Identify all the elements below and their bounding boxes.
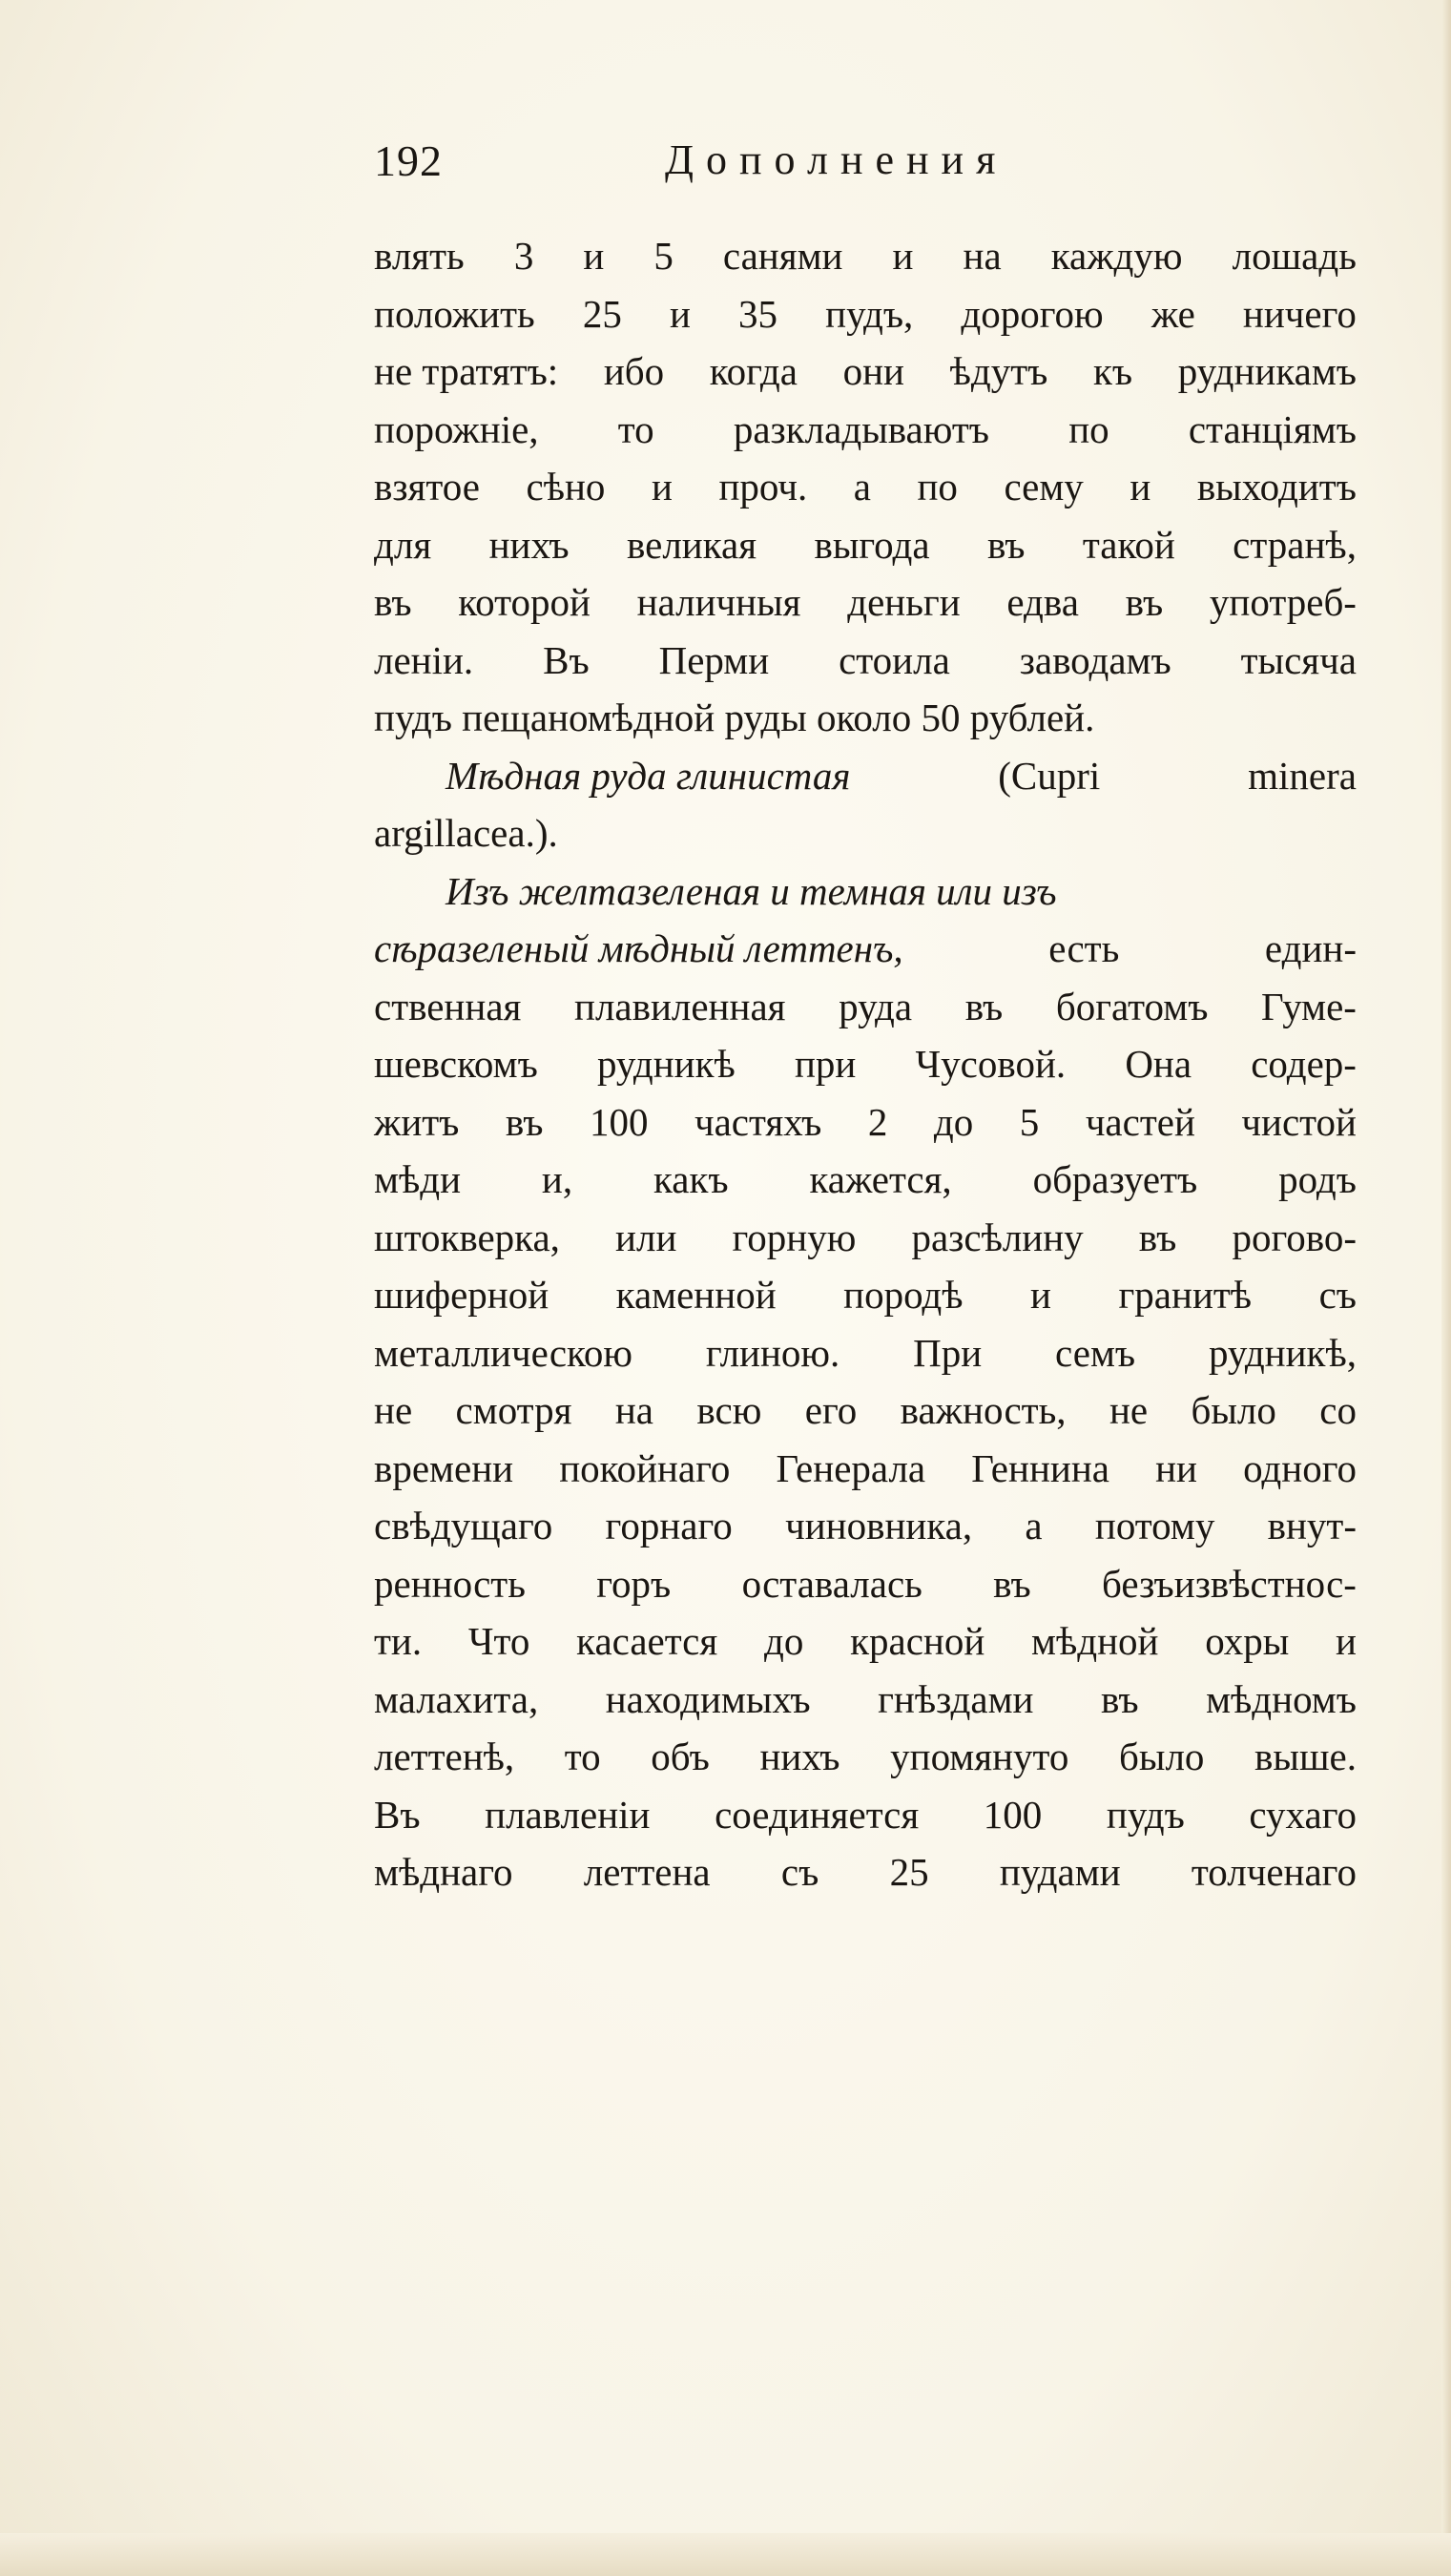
word: покойнаго: [559, 1445, 731, 1490]
word: и: [892, 234, 914, 278]
word: мѣднаго: [374, 1850, 513, 1894]
word: на: [963, 234, 1002, 278]
word: оставалась: [741, 1561, 922, 1606]
word: не тратятъ:: [374, 349, 559, 393]
word: есть: [1048, 926, 1120, 970]
word: малахита,: [374, 1676, 539, 1721]
word: деньги: [847, 580, 961, 624]
word: ственная: [374, 984, 522, 1028]
word: разсѣлину: [911, 1215, 1084, 1259]
word: находимыхъ: [605, 1676, 811, 1721]
word: породѣ: [843, 1273, 964, 1317]
word: когда: [709, 349, 798, 393]
word: смотря: [455, 1388, 572, 1432]
word: наличныя: [636, 580, 801, 624]
word: по: [1068, 406, 1109, 451]
word: и: [651, 465, 673, 509]
word: станціямъ: [1188, 406, 1357, 451]
word: стоила: [839, 637, 950, 682]
word: пудъ,: [825, 291, 914, 336]
word: касается: [576, 1619, 718, 1663]
word: ничего: [1242, 291, 1357, 336]
text-line-paragraph-end: [374, 689, 1357, 747]
word: Изъ желтазеленая и темная или изъ: [446, 868, 1057, 913]
word: Она: [1125, 1042, 1192, 1086]
text-line: [374, 285, 1357, 343]
word: рудникѣ: [596, 1042, 736, 1086]
body-text: [374, 227, 1357, 1901]
word: до: [933, 1099, 974, 1144]
text-line: [374, 1324, 1357, 1382]
word: руды: [724, 696, 807, 739]
word: нихъ: [759, 1735, 840, 1778]
page-number: 192: [374, 136, 443, 185]
section-heading-line: [374, 747, 1357, 805]
word: пудъ: [374, 696, 452, 739]
word: гранитѣ: [1118, 1273, 1253, 1317]
word: 100: [983, 1792, 1043, 1837]
text-line: [374, 1266, 1357, 1324]
word: свѣдущаго: [374, 1504, 553, 1548]
word: санями: [722, 234, 843, 278]
word: житъ: [374, 1099, 460, 1144]
word: и: [1030, 1273, 1051, 1317]
word: мѣдномъ: [1206, 1676, 1357, 1721]
word: порожніе,: [374, 406, 539, 451]
word: рогово-: [1232, 1215, 1357, 1259]
word: лошадь: [1232, 234, 1357, 278]
word: толченаго: [1191, 1850, 1357, 1894]
text-line: [374, 632, 1357, 690]
word: [911, 689, 921, 747]
word: ти.: [374, 1619, 423, 1663]
word: тысяча: [1240, 637, 1357, 682]
word: заводамъ: [1019, 637, 1171, 682]
word: къ: [1092, 349, 1133, 393]
word: 5: [653, 234, 674, 278]
word: minera: [1248, 753, 1357, 798]
word: 25: [582, 291, 622, 336]
word: ибо: [603, 349, 665, 393]
word: всю: [696, 1388, 762, 1432]
word: же: [1150, 291, 1195, 336]
word: разкладываютъ: [733, 406, 989, 451]
text-line: [374, 516, 1357, 574]
word: леніи.: [374, 637, 474, 682]
word: при: [794, 1042, 857, 1086]
word: они: [842, 349, 904, 393]
word: семъ: [1055, 1330, 1136, 1375]
text-line: [374, 920, 1357, 978]
word: проч.: [718, 465, 808, 509]
word: штокверка,: [374, 1215, 560, 1259]
word: сухаго: [1249, 1792, 1357, 1837]
word: которой: [458, 580, 591, 624]
word: горную: [732, 1215, 857, 1259]
word: пудъ: [1106, 1792, 1185, 1837]
word: рудникѣ,: [1208, 1330, 1357, 1375]
word: внут-: [1267, 1504, 1357, 1548]
word: съ: [780, 1850, 819, 1894]
word: ни: [1155, 1445, 1197, 1490]
word: употреб-: [1209, 580, 1357, 624]
word: важность,: [900, 1388, 1067, 1432]
word: argillacea.).: [374, 811, 558, 855]
word: было: [1119, 1735, 1205, 1778]
word: соединяется: [715, 1792, 920, 1837]
word: 50: [921, 696, 961, 739]
word: потому: [1094, 1504, 1215, 1548]
word: Перми: [658, 637, 770, 682]
word: для: [374, 522, 432, 567]
word: содер-: [1251, 1042, 1357, 1086]
word: глиною.: [705, 1330, 840, 1375]
word: или: [615, 1215, 677, 1259]
word: и: [1130, 465, 1151, 509]
word: и,: [541, 1157, 573, 1201]
text-line: [374, 1209, 1357, 1267]
word: въ: [986, 522, 1026, 567]
text-line: [374, 1843, 1357, 1901]
word: леттена: [583, 1850, 711, 1894]
word: 3: [513, 234, 534, 278]
word: Гуме-: [1261, 984, 1357, 1028]
text-line: [374, 1093, 1357, 1152]
text-line: [374, 458, 1357, 516]
word: въ: [993, 1561, 1031, 1606]
word: и: [669, 291, 691, 336]
word: времени: [374, 1445, 514, 1490]
word: въ: [1101, 1676, 1139, 1721]
word: то: [617, 406, 654, 451]
text-line: [374, 1035, 1357, 1093]
word: руда: [839, 984, 913, 1028]
word: ренность: [374, 1561, 526, 1606]
word: упомянуто: [890, 1735, 1069, 1778]
word: частяхъ: [694, 1099, 822, 1144]
word: едва: [1006, 580, 1079, 624]
word: а: [1025, 1504, 1043, 1548]
word: одного: [1243, 1445, 1357, 1490]
word: въ: [374, 580, 412, 624]
word: (Cupri: [998, 753, 1101, 798]
text-line: [374, 573, 1357, 632]
word: охры: [1205, 1619, 1290, 1663]
word: рудникамъ: [1177, 349, 1357, 393]
word: а: [853, 465, 871, 509]
text-line: [374, 1381, 1357, 1440]
word: Чусовой.: [915, 1042, 1067, 1086]
word: такой: [1082, 522, 1175, 567]
word: каждую: [1050, 234, 1183, 278]
word: въ: [964, 984, 1004, 1028]
word: выше.: [1254, 1735, 1357, 1778]
page-edge-bottom: [0, 2533, 1451, 2576]
word: со: [1319, 1388, 1357, 1432]
word: горнаго: [605, 1504, 733, 1548]
text-line: [374, 343, 1357, 401]
text-line: [374, 1786, 1357, 1844]
word: плавиленная: [574, 984, 786, 1028]
word: выходитъ: [1196, 465, 1357, 509]
word: 25: [889, 1850, 929, 1894]
text-line: [374, 1671, 1357, 1729]
word: Въ: [543, 637, 590, 682]
word: 2: [867, 1099, 888, 1144]
word: мѣдной: [1031, 1619, 1159, 1663]
word: и: [583, 234, 605, 278]
word: горъ: [596, 1561, 672, 1606]
word: Въ: [374, 1792, 421, 1837]
word: металлическою: [374, 1330, 632, 1375]
word: въ: [505, 1099, 544, 1144]
word: Что: [467, 1619, 530, 1663]
word: по: [917, 465, 958, 509]
word: рублей.: [969, 696, 1095, 739]
word: шевскомъ: [374, 1042, 538, 1086]
running-head: Дополнения: [665, 136, 1008, 183]
word: 35: [738, 291, 778, 336]
word: на: [614, 1388, 653, 1432]
word: кажется,: [809, 1157, 952, 1201]
text-line: [374, 1151, 1357, 1209]
text-line: [374, 978, 1357, 1036]
text-line: [374, 401, 1357, 459]
word: сѣразеленый мѣдный леттенъ,: [374, 926, 903, 970]
text-line: [374, 1440, 1357, 1498]
word: един-: [1264, 926, 1357, 970]
word: не: [374, 1388, 413, 1432]
word: чиновника,: [785, 1504, 973, 1548]
word: красной: [850, 1619, 985, 1663]
word: ѣдутъ: [949, 349, 1048, 393]
word: [715, 689, 724, 747]
word: до: [763, 1619, 804, 1663]
page-edge-right: [1441, 0, 1451, 2576]
text-line: [374, 1728, 1357, 1786]
word: дорогою: [961, 291, 1104, 336]
word: [452, 689, 462, 747]
text-line: [374, 1612, 1357, 1671]
word: 5: [1019, 1099, 1040, 1144]
word: влять: [374, 234, 465, 278]
word: пещаномѣдной: [462, 696, 715, 739]
word: и: [1336, 1619, 1357, 1663]
word: При: [913, 1330, 983, 1375]
word: великая: [627, 522, 757, 567]
word: его: [804, 1388, 858, 1432]
word: каменной: [615, 1273, 777, 1317]
text-line: [374, 1497, 1357, 1555]
word: 100: [589, 1099, 649, 1144]
word: сему: [1004, 465, 1084, 509]
word: чистой: [1241, 1099, 1357, 1144]
word: было: [1191, 1388, 1276, 1432]
word: родъ: [1278, 1157, 1357, 1201]
word: объ: [651, 1735, 710, 1778]
word: [961, 689, 970, 747]
text-line-paragraph-end: [374, 804, 1357, 862]
word: безъизвѣстнос-: [1102, 1561, 1357, 1606]
page-header: [374, 135, 1357, 193]
word: нихъ: [488, 522, 570, 567]
text-line: [374, 1555, 1357, 1613]
word: мѣди: [374, 1157, 462, 1201]
word: странѣ,: [1233, 522, 1357, 567]
word: частей: [1085, 1099, 1195, 1144]
word: взятое: [374, 465, 480, 509]
word: гнѣздами: [878, 1676, 1034, 1721]
word: пудами: [999, 1850, 1121, 1894]
word: Геннина: [971, 1445, 1109, 1490]
word: въ: [1125, 580, 1164, 624]
word: Генерала: [776, 1445, 926, 1490]
word: Мѣдная руда глинистая: [446, 753, 851, 798]
word: [807, 689, 817, 747]
word: положить: [374, 291, 535, 336]
word: шиферной: [374, 1273, 549, 1317]
text-line: [374, 227, 1357, 285]
word: какъ: [653, 1157, 729, 1201]
word: выгода: [814, 522, 930, 567]
word: съ: [1318, 1273, 1357, 1317]
word: не: [1109, 1388, 1149, 1432]
word: въ: [1138, 1215, 1177, 1259]
word: образуетъ: [1032, 1157, 1198, 1201]
word: леттенѣ,: [374, 1735, 515, 1778]
word: то: [564, 1735, 601, 1778]
word: плавленіи: [485, 1792, 651, 1837]
word: богатомъ: [1055, 984, 1209, 1028]
text-line-italic: [374, 862, 1357, 921]
word: около: [817, 696, 912, 739]
word: сѣно: [526, 465, 606, 509]
